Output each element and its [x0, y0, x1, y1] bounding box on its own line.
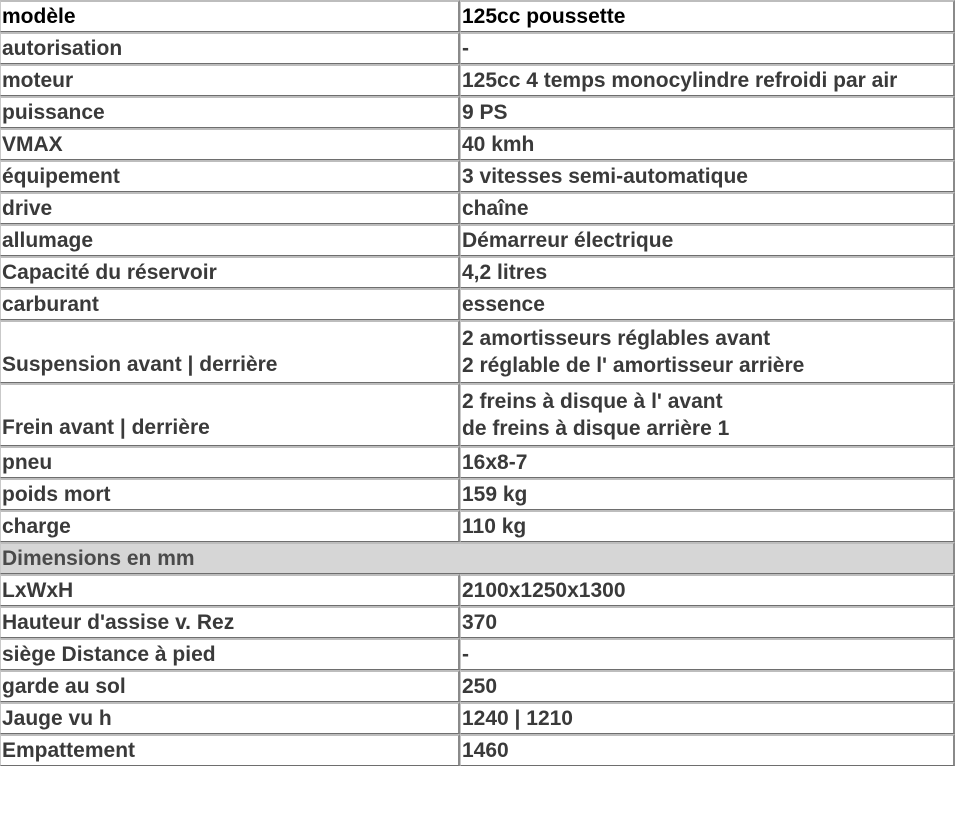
table-row [0, 256, 955, 288]
row-key: siège Distance à pied [0, 638, 460, 670]
row-key: Capacité du réservoir [0, 256, 460, 288]
row-value: 4,2 litres [460, 256, 955, 288]
table-row [0, 670, 955, 702]
row-key: garde au sol [0, 670, 460, 702]
table-row [0, 32, 955, 64]
table-row [0, 606, 955, 638]
row-value-line: 2 amortisseurs réglables avant [462, 327, 771, 350]
table-row [0, 288, 955, 320]
row-value: 1240 | 1210 [460, 702, 955, 734]
table-row [0, 96, 955, 128]
row-key: poids mort [0, 478, 460, 510]
row-value: 125cc 4 temps monocylindre refroidi par air [460, 64, 955, 96]
table-row [0, 638, 955, 670]
row-key: allumage [0, 224, 460, 256]
row-key: Frein avant | derrière [0, 383, 460, 446]
row-value: 40 kmh [460, 128, 955, 160]
row-key: Hauteur d'assise v. Rez [0, 606, 460, 638]
row-key: puissance [0, 96, 460, 128]
row-key: Suspension avant | derrière [0, 320, 460, 383]
row-value: chaîne [460, 192, 955, 224]
table-row [0, 320, 955, 383]
row-value-line: 2 freins à disque à l' avant [462, 390, 723, 413]
table-row [0, 574, 955, 606]
row-key: charge [0, 510, 460, 542]
row-value: 159 kg [460, 478, 955, 510]
row-key: VMAX [0, 128, 460, 160]
row-value-line: 2 réglable de l' amortisseur arrière [462, 354, 805, 377]
row-value: 16x8-7 [460, 446, 955, 478]
row-value: Démarreur électrique [460, 224, 955, 256]
table-row [0, 510, 955, 542]
row-key: moteur [0, 64, 460, 96]
table-row [0, 224, 955, 256]
table-row [0, 383, 955, 446]
row-key: Jauge vu h [0, 702, 460, 734]
row-value: 110 kg [460, 510, 955, 542]
row-key: drive [0, 192, 460, 224]
table-row [0, 64, 955, 96]
table-row [0, 160, 955, 192]
row-key: équipement [0, 160, 460, 192]
row-key: Empattement [0, 734, 460, 766]
table-row [0, 702, 955, 734]
table-row [0, 446, 955, 478]
table-row [0, 128, 955, 160]
table-header-row [0, 0, 955, 32]
row-key: pneu [0, 446, 460, 478]
row-value: 2100x1250x1300 [460, 574, 955, 606]
header-key: modèle [0, 0, 460, 32]
row-value: 3 vitesses semi-automatique [460, 160, 955, 192]
row-value: 1460 [460, 734, 955, 766]
table-row [0, 478, 955, 510]
row-key: LxWxH [0, 574, 460, 606]
row-value: - [460, 32, 955, 64]
row-value: 9 PS [460, 96, 955, 128]
section-header-row [0, 542, 955, 574]
row-value: 370 [460, 606, 955, 638]
row-key: autorisation [0, 32, 460, 64]
table-row [0, 734, 955, 766]
table-row [0, 192, 955, 224]
row-value-line: de freins à disque arrière 1 [462, 417, 730, 440]
row-value: - [460, 638, 955, 670]
section-title: Dimensions en mm [0, 542, 955, 574]
row-value: 250 [460, 670, 955, 702]
header-value: 125cc poussette [460, 0, 955, 32]
row-value: essence [460, 288, 955, 320]
row-value [460, 383, 955, 446]
row-value [460, 320, 955, 383]
row-key: carburant [0, 288, 460, 320]
